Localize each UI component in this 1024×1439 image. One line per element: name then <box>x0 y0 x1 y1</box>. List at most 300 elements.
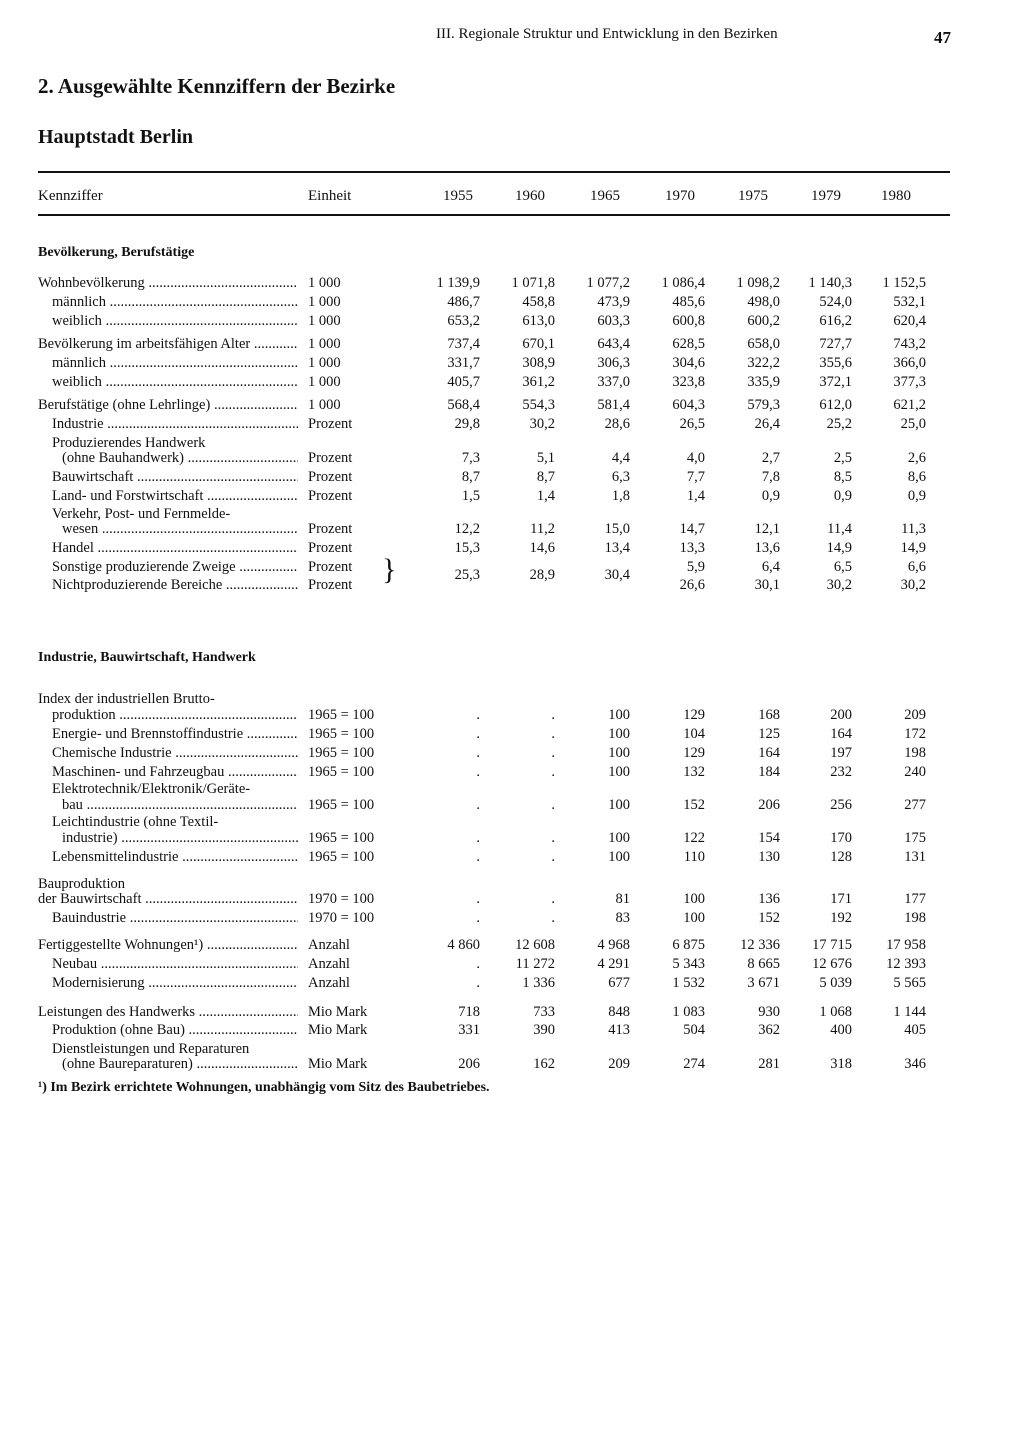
table-cell: 335,9 <box>747 374 780 390</box>
table-cell: 136 <box>758 891 780 907</box>
leader-dots <box>97 956 298 972</box>
row-unit: Anzahl <box>308 956 350 972</box>
table-cell: 232 <box>830 764 852 780</box>
table-cell: 12 393 <box>886 956 926 972</box>
table-cell: 1 071,8 <box>511 275 555 291</box>
table-cell: 172 <box>904 726 926 742</box>
table-cell: 25,2 <box>826 416 852 432</box>
row-label-text: Index der industriellen Brutto- <box>38 691 215 707</box>
table-cell: 129 <box>683 707 705 723</box>
table-cell: 7,8 <box>761 469 780 485</box>
row-label <box>52 487 298 506</box>
table-row <box>38 415 950 434</box>
table-cell: 304,6 <box>672 355 705 371</box>
table-cell: 100 <box>608 830 630 846</box>
table-cell: 25,0 <box>900 416 926 432</box>
row-label <box>38 396 298 415</box>
column-header-label: Kennziffer <box>38 188 103 204</box>
table-cell: 200 <box>830 707 852 723</box>
table-cell: 628,5 <box>672 336 705 352</box>
row-label-text: Bauindustrie <box>52 910 127 926</box>
table-row <box>38 373 950 392</box>
row-unit: 1965 = 100 <box>308 764 375 780</box>
table-cell: 1 336 <box>522 975 555 991</box>
table-cell: 100 <box>608 797 630 813</box>
table-cell: 206 <box>758 797 780 813</box>
leader-dots <box>116 707 298 723</box>
row-unit: Mio Mark <box>308 1004 368 1020</box>
row-label-text: produktion <box>52 707 116 723</box>
table-cell: 0,9 <box>761 488 780 504</box>
table-row <box>38 744 950 763</box>
table-cell: 29,8 <box>454 416 480 432</box>
section-title: 2. Ausgewählte Kennziffern der Bezirke <box>38 74 396 98</box>
table-row <box>38 293 950 312</box>
table-row <box>38 829 950 848</box>
table-cell: 727,7 <box>819 336 852 352</box>
table-cell: 1 098,2 <box>736 275 780 291</box>
row-unit: Anzahl <box>308 937 350 953</box>
table-cell: 1 086,4 <box>661 275 705 291</box>
row-label-text: Energie- und Brennstoffindustrie <box>52 726 244 742</box>
table-cell: 1 140,3 <box>808 275 852 291</box>
table-cell: 670,1 <box>522 336 555 352</box>
table-cell: 206 <box>458 1056 480 1072</box>
table-cell: 6,3 <box>611 469 630 485</box>
table-cell: 362 <box>758 1022 780 1038</box>
table-cell: 12,2 <box>454 521 480 537</box>
table-row <box>38 520 950 539</box>
table-cell: . <box>551 726 555 742</box>
table-cell: 743,2 <box>893 336 926 352</box>
table-cell: 125 <box>758 726 780 742</box>
table-cell: 613,0 <box>522 313 555 329</box>
table-cell: 621,2 <box>893 397 926 413</box>
table-cell: 473,9 <box>597 294 630 310</box>
table-cell: 620,4 <box>893 313 926 329</box>
table-cell: 400 <box>830 1022 852 1038</box>
table-cell: 100 <box>608 745 630 761</box>
table-cell: 11 272 <box>515 956 555 972</box>
table-cell: 405,7 <box>447 374 480 390</box>
leader-dots <box>145 975 298 991</box>
table-cell: . <box>476 830 480 846</box>
table-cell: 604,3 <box>672 397 705 413</box>
row-unit: Prozent <box>308 488 353 504</box>
leader-dots <box>145 275 298 291</box>
table-row <box>38 396 950 415</box>
brace-mark: } <box>382 553 397 586</box>
leader-dots <box>210 397 298 413</box>
row-label-text: Produzierendes Handwerk <box>52 435 206 451</box>
table-row <box>38 725 950 744</box>
row-label-text: bau <box>62 797 83 813</box>
table-section-heading: Industrie, Bauwirtschaft, Handwerk <box>38 650 256 665</box>
row-label-text: Sonstige produzierende Zweige <box>52 559 236 575</box>
table-cell: 162 <box>533 1056 555 1072</box>
table-row <box>38 312 950 331</box>
table-cell: 184 <box>758 764 780 780</box>
row-unit: 1 000 <box>308 313 341 329</box>
table-cell: 1 144 <box>893 1004 926 1020</box>
table-cell: 323,8 <box>672 374 705 390</box>
table-cell: 122 <box>683 830 705 846</box>
table-cell: . <box>551 891 555 907</box>
row-label-text: Land- und Forstwirtschaft <box>52 488 204 504</box>
table-cell: 6,6 <box>907 559 926 575</box>
table-cell: 240 <box>904 764 926 780</box>
row-label <box>52 373 298 392</box>
page-number: 47 <box>934 28 951 47</box>
leader-dots <box>102 374 298 390</box>
table-cell: 331,7 <box>447 355 480 371</box>
table-cell: 277 <box>904 797 926 813</box>
table-cell: 377,3 <box>893 374 926 390</box>
table-cell: 28,6 <box>604 416 630 432</box>
column-header-year: 1960 <box>515 188 545 204</box>
table-header-rule <box>38 214 950 216</box>
row-label <box>52 706 298 725</box>
table-cell: 581,4 <box>597 397 630 413</box>
row-unit: Prozent <box>308 540 353 556</box>
row-unit: 1965 = 100 <box>308 830 375 846</box>
row-unit: 1 000 <box>308 397 341 413</box>
row-label-text: Dienstleistungen und Reparaturen <box>52 1041 250 1057</box>
table-cell: 14,9 <box>900 540 926 556</box>
table-cell: . <box>476 956 480 972</box>
table-cell: . <box>476 849 480 865</box>
table-cell: 26,6 <box>679 577 705 593</box>
running-title: III. Regionale Struktur und Entwicklung in den Bezirken <box>436 26 778 42</box>
table-cell: 130 <box>758 849 780 865</box>
table-cell: 100 <box>608 849 630 865</box>
table-cell: 13,6 <box>754 540 780 556</box>
table-cell: 658,0 <box>747 336 780 352</box>
table-cell: 256 <box>830 797 852 813</box>
table-cell: . <box>476 975 480 991</box>
row-unit: 1965 = 100 <box>308 849 375 865</box>
column-header-year: 1965 <box>590 188 620 204</box>
table-cell: 568,4 <box>447 397 480 413</box>
table-cell: 4,4 <box>611 450 630 466</box>
leader-dots <box>141 891 298 907</box>
row-unit: Mio Mark <box>308 1056 368 1072</box>
table-cell: 154 <box>758 830 780 846</box>
table-cell: 600,2 <box>747 313 780 329</box>
table-cell: 11,3 <box>901 521 926 537</box>
table-cell: 26,4 <box>754 416 780 432</box>
table-cell: 413 <box>608 1022 630 1038</box>
row-label-text: Produktion (ohne Bau) <box>52 1022 185 1038</box>
row-unit: 1965 = 100 <box>308 797 375 813</box>
table-cell: 170 <box>830 830 852 846</box>
table-cell: 6 875 <box>672 937 705 953</box>
table-cell: 8,6 <box>907 469 926 485</box>
leader-dots <box>126 910 298 926</box>
table-cell: 848 <box>608 1004 630 1020</box>
row-label <box>38 936 298 955</box>
table-row <box>38 1021 950 1040</box>
table-cell: 12,1 <box>754 521 780 537</box>
table-cell: 4 860 <box>447 937 480 953</box>
table-cell: 612,0 <box>819 397 852 413</box>
footnote: ¹) Im Bezirk errichtete Wohnungen, unabhängig vom Sitz des Baubetriebes. <box>38 1080 490 1095</box>
row-unit: 1 000 <box>308 275 341 291</box>
table-cell: 132 <box>683 764 705 780</box>
row-label-text: männlich <box>52 294 106 310</box>
row-label <box>52 468 298 487</box>
table-cell: 1,8 <box>611 488 630 504</box>
table-cell: 30,4 <box>604 567 630 583</box>
table-cell: 168 <box>758 707 780 723</box>
table-cell: 5 039 <box>819 975 852 991</box>
leader-dots <box>118 830 298 846</box>
table-row <box>38 1003 950 1022</box>
row-unit: Prozent <box>308 469 353 485</box>
table-cell: 643,4 <box>597 336 630 352</box>
table-cell: 532,1 <box>893 294 926 310</box>
row-unit: 1 000 <box>308 355 341 371</box>
table-row <box>38 274 950 293</box>
table-cell: 25,3 <box>454 567 480 583</box>
leader-dots <box>193 1056 298 1072</box>
table-cell: 2,5 <box>833 450 852 466</box>
table-cell: 4 968 <box>597 937 630 953</box>
table-row <box>38 706 950 725</box>
row-unit: Mio Mark <box>308 1022 368 1038</box>
row-label <box>62 829 298 848</box>
leader-dots <box>106 355 298 371</box>
table-row <box>38 955 950 974</box>
row-label-text: männlich <box>52 355 106 371</box>
table-cell: 930 <box>758 1004 780 1020</box>
leader-dots <box>224 764 298 780</box>
leader-dots <box>203 937 298 953</box>
row-label-text: Elektrotechnik/Elektronik/Geräte- <box>52 781 251 797</box>
table-cell: 5 343 <box>672 956 705 972</box>
table-cell: 1 077,2 <box>586 275 630 291</box>
table-cell: 171 <box>830 891 852 907</box>
table-cell: 653,2 <box>447 313 480 329</box>
table-cell: 5,1 <box>536 450 555 466</box>
table-cell: 718 <box>458 1004 480 1020</box>
table-row <box>38 449 950 468</box>
table-row <box>38 487 950 506</box>
row-label <box>52 539 298 558</box>
table-cell: 281 <box>758 1056 780 1072</box>
table-cell: 677 <box>608 975 630 991</box>
table-cell: 12 676 <box>812 956 852 972</box>
table-cell: 26,5 <box>679 416 705 432</box>
table-row <box>38 974 950 993</box>
table-row <box>38 335 950 354</box>
leader-dots <box>203 488 298 504</box>
table-cell: 554,3 <box>522 397 555 413</box>
table-cell: 13,4 <box>604 540 630 556</box>
table-row <box>38 354 950 373</box>
row-label-text: Chemische Industrie <box>52 745 172 761</box>
row-label-text: (ohne Baureparaturen) <box>62 1056 193 1072</box>
leader-dots <box>133 469 298 485</box>
row-unit: 1 000 <box>308 294 341 310</box>
table-cell: . <box>476 891 480 907</box>
table-cell: 5,9 <box>686 559 705 575</box>
table-cell: 405 <box>904 1022 926 1038</box>
row-label-text: Leichtindustrie (ohne Textil- <box>52 814 219 830</box>
row-label <box>38 890 298 909</box>
leader-dots <box>243 726 298 742</box>
table-cell: . <box>476 745 480 761</box>
table-cell: 164 <box>830 726 852 742</box>
table-cell: 0,9 <box>907 488 926 504</box>
table-cell: 8,5 <box>833 469 852 485</box>
table-cell: 486,7 <box>447 294 480 310</box>
row-unit: Prozent <box>308 450 353 466</box>
table-cell: 30,2 <box>529 416 555 432</box>
table-cell: 15,0 <box>604 521 630 537</box>
row-label <box>52 293 298 312</box>
table-cell: . <box>476 910 480 926</box>
row-label <box>38 274 298 293</box>
table-cell: 498,0 <box>747 294 780 310</box>
leader-dots <box>98 521 298 537</box>
table-cell: 17 958 <box>886 937 926 953</box>
table-cell: 11,4 <box>827 521 852 537</box>
row-unit: Anzahl <box>308 975 350 991</box>
row-label <box>62 449 298 468</box>
table-cell: . <box>476 707 480 723</box>
row-label <box>38 1003 298 1022</box>
table-cell: 6,5 <box>833 559 852 575</box>
row-unit: Prozent <box>308 521 353 537</box>
table-cell: 579,3 <box>747 397 780 413</box>
row-label <box>38 335 298 354</box>
table-cell: 1,5 <box>461 488 480 504</box>
leader-dots <box>106 294 298 310</box>
row-label <box>62 1055 298 1074</box>
column-header-unit: Einheit <box>308 188 352 204</box>
table-cell: 30,1 <box>754 577 780 593</box>
table-cell: 337,0 <box>597 374 630 390</box>
table-cell: . <box>476 726 480 742</box>
row-label-text: Leistungen des Handwerks <box>38 1004 196 1020</box>
row-unit: Prozent <box>308 416 353 432</box>
row-label-text: Fertiggestellte Wohnungen¹) <box>38 937 204 953</box>
column-header-year: 1955 <box>443 188 473 204</box>
table-cell: 12 608 <box>515 937 555 953</box>
table-cell: 3 671 <box>747 975 780 991</box>
table-row <box>38 566 950 585</box>
table-cell: 104 <box>683 726 705 742</box>
table-cell: 485,6 <box>672 294 705 310</box>
row-label-text: Bauproduktion <box>38 876 125 892</box>
table-cell: 177 <box>904 891 926 907</box>
row-unit: 1970 = 100 <box>308 891 375 907</box>
table-cell: . <box>476 797 480 813</box>
table-cell: . <box>551 849 555 865</box>
table-cell: 209 <box>608 1056 630 1072</box>
table-cell: 152 <box>758 910 780 926</box>
table-cell: 458,8 <box>522 294 555 310</box>
leader-dots <box>250 336 298 352</box>
table-cell: 100 <box>683 910 705 926</box>
row-label-text: der Bauwirtschaft <box>38 891 142 907</box>
table-cell: 110 <box>683 849 705 865</box>
table-cell: 1,4 <box>536 488 555 504</box>
row-label <box>52 848 298 867</box>
table-row <box>38 1055 950 1074</box>
column-header-year: 1979 <box>811 188 841 204</box>
table-cell: 1 068 <box>819 1004 852 1020</box>
row-label-text: (ohne Bauhandwerk) <box>62 450 184 466</box>
table-cell: 616,2 <box>819 313 852 329</box>
row-label-text: industrie) <box>62 830 118 846</box>
row-label-text: Wohnbevölkerung <box>38 275 145 291</box>
row-label-text: Modernisierung <box>52 975 145 991</box>
table-cell: 197 <box>830 745 852 761</box>
table-cell: 4,0 <box>686 450 705 466</box>
column-header-year: 1975 <box>738 188 768 204</box>
table-cell: 8,7 <box>536 469 555 485</box>
table-cell: . <box>476 764 480 780</box>
table-cell: 524,0 <box>819 294 852 310</box>
column-header-year: 1980 <box>881 188 911 204</box>
table-cell: 308,9 <box>522 355 555 371</box>
leader-dots <box>83 797 298 813</box>
leader-dots <box>172 745 298 761</box>
table-cell: 175 <box>904 830 926 846</box>
row-label-text: Handel <box>52 540 94 556</box>
leader-dots <box>195 1004 298 1020</box>
row-label-text: weiblich <box>52 374 102 390</box>
row-label <box>52 744 298 763</box>
row-label <box>52 909 298 928</box>
table-cell: 1,4 <box>686 488 705 504</box>
table-cell: . <box>551 797 555 813</box>
table-cell: 14,7 <box>679 521 705 537</box>
table-row <box>38 936 950 955</box>
row-label-text: wesen <box>62 521 99 537</box>
table-row <box>38 848 950 867</box>
table-cell: 274 <box>683 1056 705 1072</box>
leader-dots <box>104 416 298 432</box>
table-cell: 131 <box>904 849 926 865</box>
table-cell: 8,7 <box>461 469 480 485</box>
table-cell: 7,7 <box>686 469 705 485</box>
row-label-text: weiblich <box>52 313 102 329</box>
row-label <box>62 520 298 539</box>
table-cell: 1 139,9 <box>436 275 480 291</box>
table-cell: 2,6 <box>907 450 926 466</box>
row-label-text: Bauwirtschaft <box>52 469 134 485</box>
row-label <box>52 1021 298 1040</box>
leader-dots <box>178 849 298 865</box>
table-cell: . <box>551 910 555 926</box>
row-label <box>52 415 298 434</box>
table-cell: 366,0 <box>893 355 926 371</box>
row-label-text: Industrie <box>52 416 104 432</box>
table-cell: . <box>551 707 555 723</box>
row-unit: Prozent <box>308 559 353 575</box>
table-cell: 14,6 <box>529 540 555 556</box>
table-cell: 128 <box>830 849 852 865</box>
table-cell: 192 <box>830 910 852 926</box>
table-cell: 100 <box>608 764 630 780</box>
table-cell: 15,3 <box>454 540 480 556</box>
table-cell: 100 <box>608 726 630 742</box>
row-unit: 1965 = 100 <box>308 707 375 723</box>
table-cell: 8 665 <box>747 956 780 972</box>
